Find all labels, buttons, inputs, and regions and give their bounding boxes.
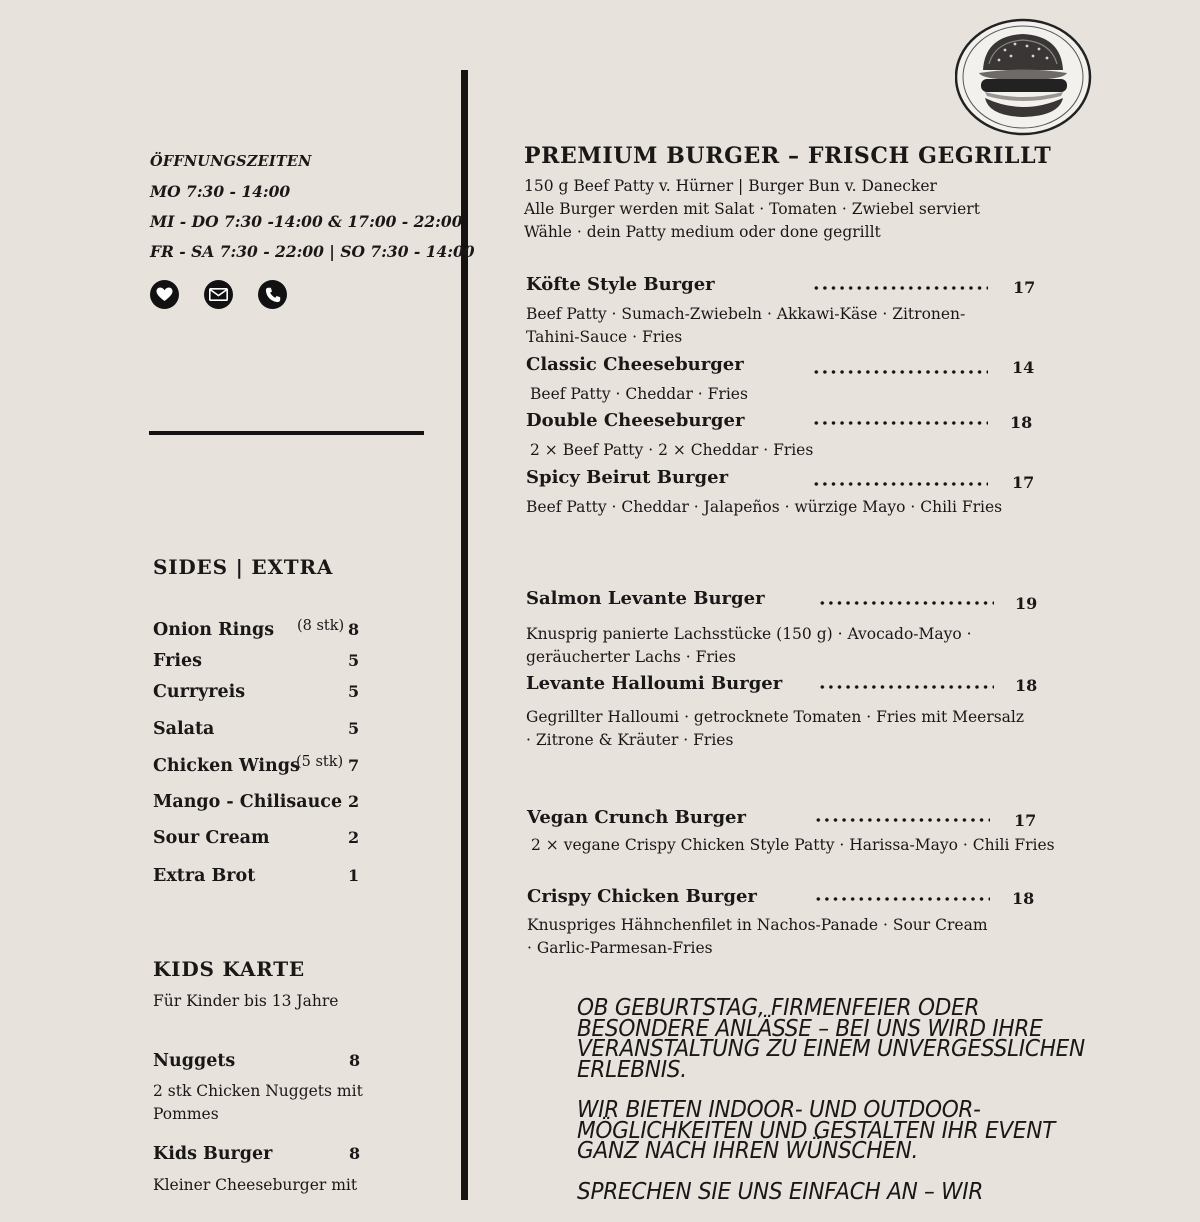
dot-leader <box>812 421 988 425</box>
burger-item-name: Köfte Style Burger <box>526 274 715 295</box>
sides-item-name: Mango - Chilisauce <box>153 792 343 812</box>
sides-item-price: 5 <box>348 719 360 738</box>
burger-item-price: 18 <box>1010 413 1033 432</box>
burger-item-name: Vegan Crunch Burger <box>527 807 746 828</box>
events-text <box>577 995 1103 1222</box>
burger-item-price: 19 <box>1015 594 1038 613</box>
sides-item-qty: (8 stk) <box>297 618 345 634</box>
kids-item-name: Kids Burger <box>153 1144 273 1164</box>
burger-item-name: Salmon Levante Burger <box>526 588 765 609</box>
sides-item-name: Fries <box>153 651 202 671</box>
dot-leader <box>818 601 994 605</box>
dot-leader <box>812 286 988 290</box>
events-paragraph: SPRECHEN SIE UNS EINFACH AN – WIR <box>577 1178 984 1205</box>
burger-item-name: Crispy Chicken Burger <box>527 886 757 907</box>
sides-item-name: Sour Cream <box>153 828 270 848</box>
burger-item-name: Levante Halloumi Burger <box>526 673 783 694</box>
sides-item-name: Onion Rings <box>153 620 275 640</box>
burger-item-price: 18 <box>1015 676 1038 695</box>
burger-item-desc: Beef Patty · Cheddar · Fries <box>530 385 748 403</box>
events-paragraph: WIR BIETEN INDOOR- UND OUTDOOR-MÖGLICHKEITEN UND GESTALTEN IHR EVENT GANZ NACH IHREN WÜNSCHEN. <box>577 1097 1056 1164</box>
dot-leader <box>814 818 990 822</box>
sides-item-price: 2 <box>348 792 360 811</box>
burger-item-desc: Knusprig panierte Lachsstücke (150 g) · Avocado-Mayo · geräucherter Lachs · Fries <box>526 625 972 666</box>
kids-item-name: Nuggets <box>153 1051 236 1071</box>
sides-item-price: 2 <box>348 828 360 847</box>
burger-item-desc: Knuspriges Hähnchenfilet in Nachos-Panade · Sour Cream · Garlic-Parmesan-Fries <box>527 916 988 957</box>
events-paragraph: OB GEBURTSTAG, FIRMENFEIER ODER BESONDERE ANLÄSSE – BEI UNS WIRD IHRE VERANSTALTUNG ZU EINEM UNVERGESSLICHEN ERLEBNIS. <box>577 995 1085 1083</box>
mail-icon[interactable] <box>204 280 233 309</box>
burgers-info <box>524 175 980 244</box>
burger-item-desc: Gegrillter Halloumi · getrocknete Tomaten · Fries mit Meersalz · Zitrone & Kräuter · Fries <box>526 708 1025 749</box>
sides-item-name: Salata <box>153 719 215 739</box>
contact-icons <box>150 280 287 309</box>
phone-icon[interactable] <box>258 280 287 309</box>
burger-item-price: 17 <box>1013 278 1036 297</box>
dot-leader <box>812 370 988 374</box>
kids-item-desc: Kleiner Cheeseburger mit <box>153 1176 358 1194</box>
burger-item-desc: 2 × vegane Crispy Chicken Style Patty · Harissa-Mayo · Chili Fries <box>531 836 1055 854</box>
sides-item-name: Extra Brot <box>153 866 256 886</box>
burger-item-price: 17 <box>1012 473 1035 492</box>
dot-leader <box>814 897 990 901</box>
sides-item-price: 7 <box>348 756 360 775</box>
dot-leader <box>812 482 988 486</box>
burger-item-name: Spicy Beirut Burger <box>526 467 729 488</box>
burger-logo <box>955 18 1093 136</box>
burger-item-price: 17 <box>1014 811 1037 830</box>
sides-item-name: Curryreis <box>153 682 246 702</box>
burgers-info-line: 150 g Beef Patty v. Hürner | Burger Bun v. Danecker <box>524 177 937 195</box>
sides-item-price: 1 <box>348 866 360 885</box>
kids-subtitle: Für Kinder bis 13 Jahre <box>153 992 339 1010</box>
sides-item-name: Chicken Wings <box>153 756 300 776</box>
burger-item-desc: 2 × Beef Patty · 2 × Cheddar · Fries <box>530 441 814 459</box>
kids-item-price: 8 <box>349 1051 361 1070</box>
heart-icon[interactable] <box>150 280 179 309</box>
burger-item-desc: Beef Patty · Sumach-Zwiebeln · Akkawi-Käse · Zitronen-Tahini-Sauce · Fries <box>526 305 966 346</box>
burgers-info-line: Alle Burger werden mit Salat · Tomaten · Zwiebel serviert <box>524 200 980 218</box>
opening-hours <box>150 147 475 267</box>
burger-item-desc: Beef Patty · Cheddar · Jalapeños · würzige Mayo · Chili Fries <box>526 498 1003 516</box>
sides-item-price: 8 <box>348 620 360 639</box>
opening-hours-line: MO 7:30 - 14:00 <box>150 182 291 201</box>
kids-item-price: 8 <box>349 1144 361 1163</box>
burger-item-name: Classic Cheeseburger <box>526 354 744 375</box>
sides-item-price: 5 <box>348 682 360 701</box>
opening-hours-title: ÖFFNUNGSZEITEN <box>150 153 312 170</box>
opening-hours-line: MI - DO 7:30 -14:00 & 17:00 - 22:00 <box>150 212 463 231</box>
burger-item-price: 18 <box>1012 889 1035 908</box>
kids-title: KIDS KARTE <box>153 957 305 981</box>
burgers-info-line: Wähle · dein Patty medium oder done gegrillt <box>524 223 881 241</box>
burgers-title: PREMIUM BURGER – FRISCH GEGRILLT <box>524 143 1052 169</box>
kids-item-desc: 2 stk Chicken Nuggets mit Pommes <box>153 1082 363 1123</box>
burger-item-price: 14 <box>1012 358 1035 377</box>
sides-title: SIDES | EXTRA <box>153 555 334 579</box>
burger-item-name: Double Cheeseburger <box>526 410 745 431</box>
dot-leader <box>818 685 994 689</box>
opening-hours-line: FR - SA 7:30 - 22:00 | SO 7:30 - 14:00 <box>150 242 475 261</box>
sides-item-price: 5 <box>348 651 360 670</box>
horizontal-rule <box>149 431 424 435</box>
sides-item-qty: (5 stk) <box>296 754 344 770</box>
